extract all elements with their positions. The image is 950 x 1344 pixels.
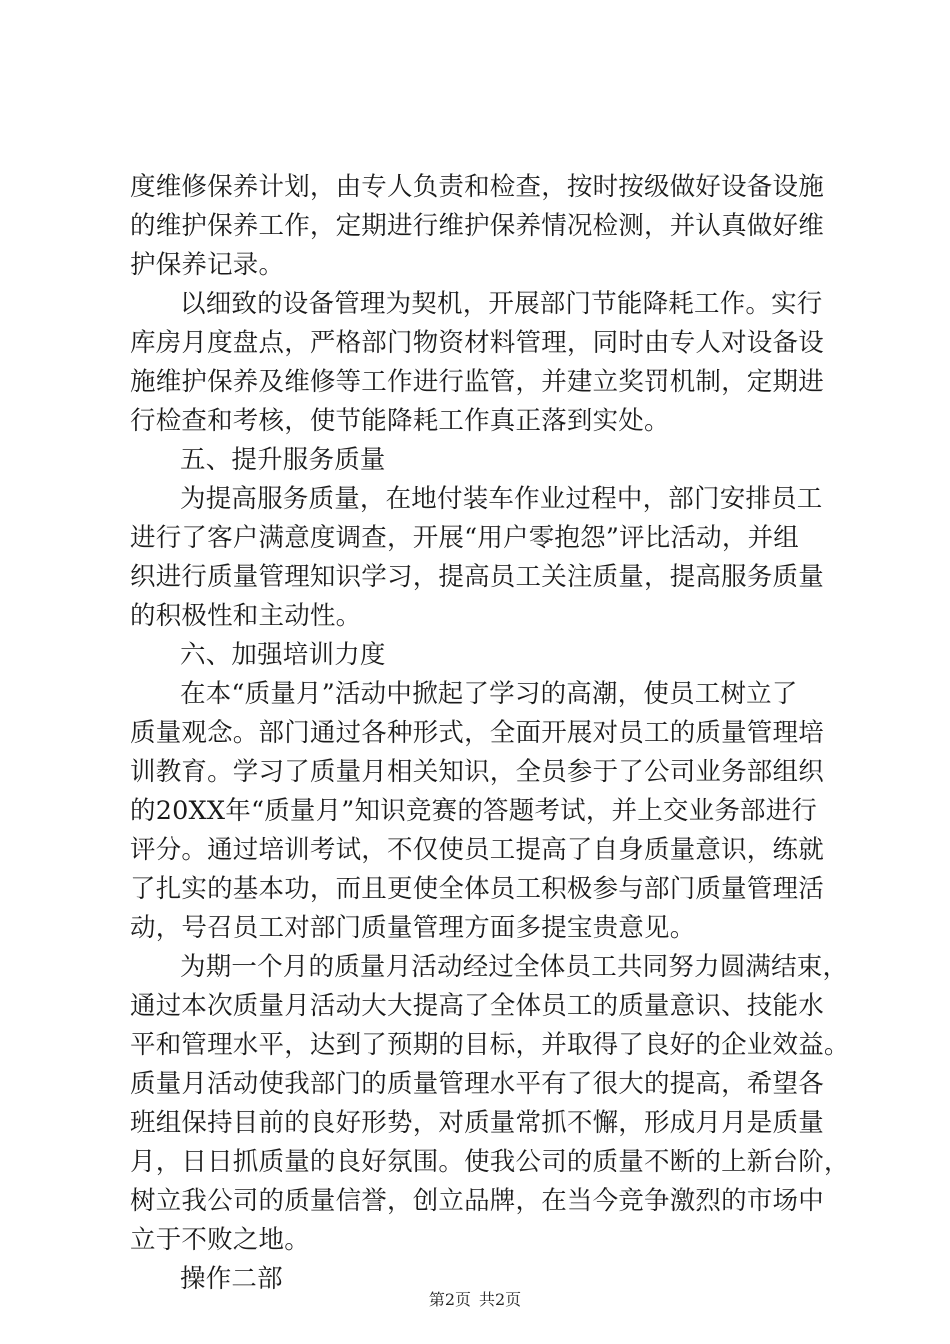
text-line: 织进行质量管理知识学习，提高员工关注质量，提高服务质量: [130, 562, 824, 592]
text-line: 施维护保养及维修等工作进行监管，并建立奖罚机制，定期进: [130, 367, 824, 397]
text-line: 班组保持目前的良好形势，对质量常抓不懈，形成月月是质量: [130, 1108, 824, 1138]
text-line: 五、提升服务质量: [180, 445, 386, 475]
text-line: 在本“质量月”活动中掀起了学习的高潮，使员工树立了: [180, 679, 798, 709]
text-line: 库房月度盘点，严格部门物资材料管理，同时由专人对设备设: [130, 328, 824, 358]
text-line: 六、加强培训力度: [180, 640, 386, 670]
text-line: 的维护保养工作，定期进行维护保养情况检测，并认真做好维: [130, 211, 824, 241]
text-line: 动，号召员工对部门质量管理方面多提宝贵意见。: [130, 913, 696, 943]
text-line: 以细致的设备管理为契机，开展部门节能降耗工作。实行: [180, 289, 823, 319]
text-line: 进行了客户满意度调查，开展“用户零抱怨”评比活动，并组: [130, 523, 799, 553]
text-line: 行检查和考核，使节能降耗工作真正落到实处。: [130, 406, 670, 436]
page-total: 共2页: [479, 1290, 522, 1309]
text-line: 护保养记录。: [130, 250, 285, 280]
text-line: 平和管理水平，达到了预期的目标，并取得了良好的企业效益。: [130, 1030, 850, 1060]
document-body: [130, 168, 850, 1299]
text-line: 训教育。学习了质量月相关知识，全员参于了公司业务部组织: [130, 757, 824, 787]
text-line: 了扎实的基本功，而且更使全体员工积极参与部门质量管理活: [130, 874, 824, 904]
text-line: 的20XX年“质量月”知识竞赛的答题考试，并上交业务部进行: [130, 796, 818, 826]
text-line: 为期一个月的质量月活动经过全体员工共同努力圆满结束，: [180, 952, 849, 982]
text-line: 立于不败之地。: [130, 1225, 310, 1255]
text-line: 的积极性和主动性。: [130, 601, 362, 631]
text-line: 操作二部: [180, 1264, 283, 1294]
text-line: 月，日日抓质量的良好氛围。使我公司的质量不断的上新台阶，: [130, 1147, 850, 1177]
text-line: 度维修保养计划，由专人负责和检查，按时按级做好设备设施: [130, 172, 824, 202]
text-line: 评分。通过培训考试，不仅使员工提高了自身质量意识，练就: [130, 835, 824, 865]
page-number: 第2页: [428, 1290, 471, 1309]
text-line: 质量月活动使我部门的质量管理水平有了很大的提高，希望各: [130, 1069, 824, 1099]
text-line: 通过本次质量月活动大大提高了全体员工的质量意识、技能水: [130, 991, 824, 1021]
page-footer: [0, 1290, 950, 1310]
text-line: 为提高服务质量，在地付装车作业过程中，部门安排员工: [180, 484, 823, 514]
text-line: 质量观念。部门通过各种形式，全面开展对员工的质量管理培: [130, 718, 824, 748]
text-line: 树立我公司的质量信誉，创立品牌，在当今竞争激烈的市场中: [130, 1186, 824, 1216]
